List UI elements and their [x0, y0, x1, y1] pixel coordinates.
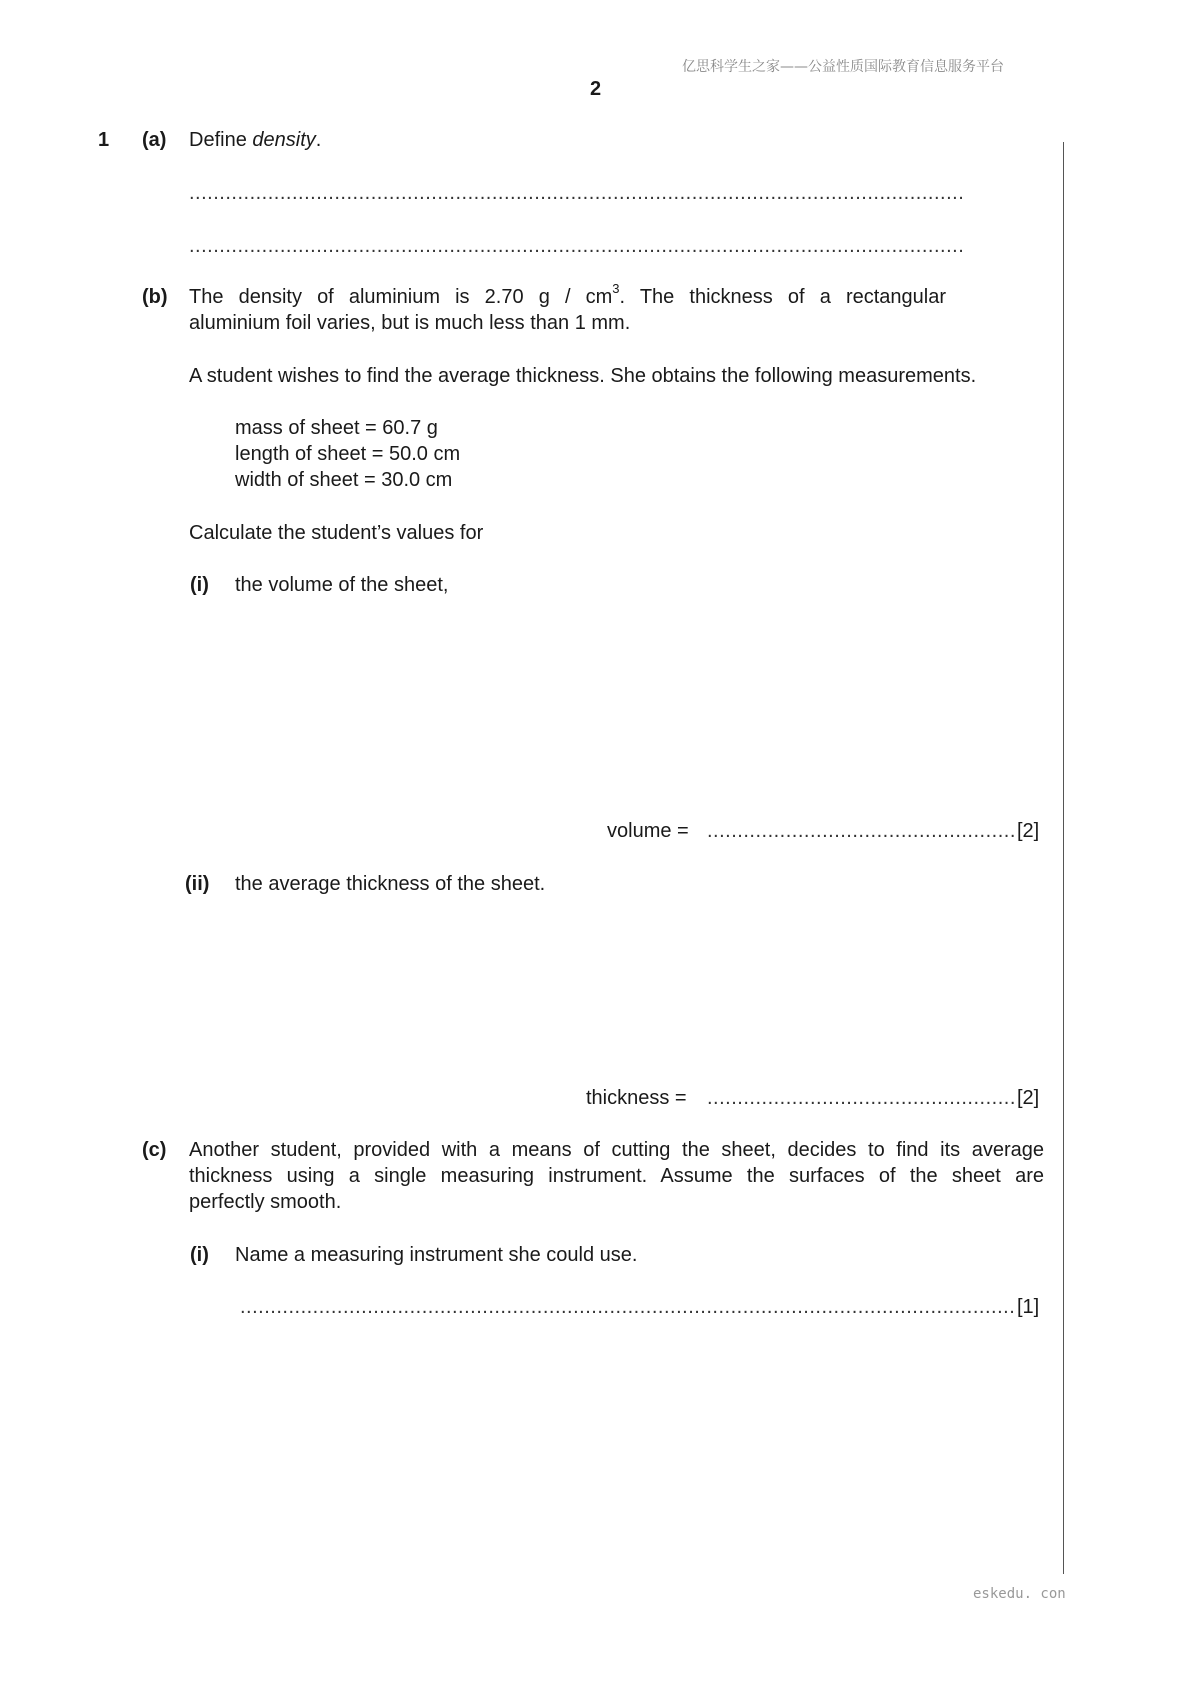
measurement-length: length of sheet = 50.0 cm — [235, 443, 461, 465]
answer-line-a1[interactable] — [189, 180, 963, 206]
answer-line-a2[interactable] — [189, 233, 963, 259]
part-b-i-text: the volume of the sheet, — [235, 574, 449, 596]
measurement-width: width of sheet = 30.0 cm — [235, 469, 453, 491]
part-b-line1: The density of aluminium is 2.70 g / $cm^3$. The thickness of a rectangular — [189, 281, 946, 308]
part-a-question: Define density. — [189, 129, 322, 151]
part-a-term: density — [252, 129, 316, 151]
part-b-ii-label: (ii) — [185, 873, 210, 895]
volume-answer-line[interactable] — [707, 818, 1014, 844]
part-c-i-label: (i) — [190, 1244, 209, 1266]
part-b-label: (b) — [142, 286, 168, 308]
instrument-marks: [1] — [1017, 1296, 1040, 1318]
part-b-student-text: A student wishes to find the average thickness. She obtains the following measurements. — [189, 365, 977, 387]
part-c-line1: Another student, provided with a means of cutting the sheet, decides to find its average — [189, 1139, 1044, 1161]
instrument-answer-line[interactable] — [240, 1294, 1014, 1320]
measurement-mass: mass of sheet = 60.7 g — [235, 417, 438, 439]
part-c-line3: perfectly smooth. — [189, 1191, 342, 1213]
thickness-answer-line[interactable] — [707, 1085, 1014, 1111]
part-c-line2: thickness using a single measuring instrument. Assume the surfaces of the sheet are — [189, 1165, 1044, 1187]
question-number: 1 — [98, 129, 110, 151]
thickness-label: thickness = — [586, 1087, 687, 1109]
part-c-label: (c) — [142, 1139, 167, 1161]
volume-label: volume = — [607, 820, 689, 842]
part-b-line2: aluminium foil varies, but is much less than 1 mm. — [189, 312, 631, 334]
margin-line — [1063, 142, 1064, 1574]
footer-site: eskedu. con — [973, 1586, 1066, 1602]
part-a-label: (a) — [142, 129, 167, 151]
part-b-ii-text: the average thickness of the sheet. — [235, 873, 546, 895]
calc-prompt: Calculate the student’s values for — [189, 522, 484, 544]
part-b-i-label: (i) — [190, 574, 209, 596]
part-c-i-text: Name a measuring instrument she could use. — [235, 1244, 638, 1266]
header-watermark: 亿思科学生之家——公益性质国际教育信息服务平台 — [682, 59, 1004, 75]
page-number: 2 — [590, 78, 602, 100]
thickness-marks: [2] — [1017, 1087, 1040, 1109]
volume-marks: [2] — [1017, 820, 1040, 842]
